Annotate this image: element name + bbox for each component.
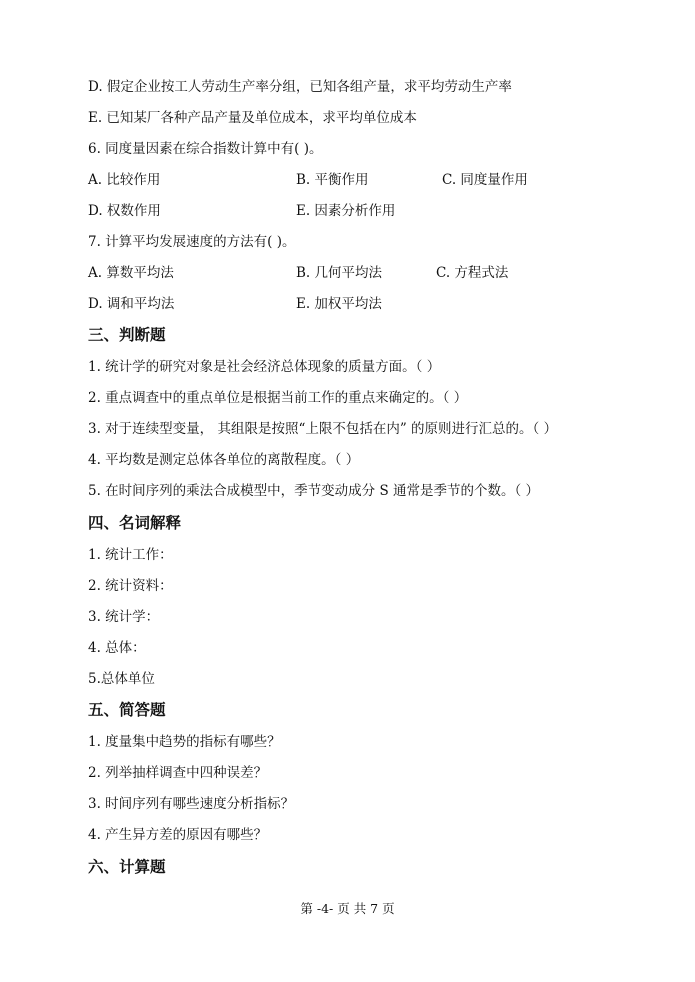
judgment-item: 2. 重点调查中的重点单位是根据当前工作的重点来确定的。（ ） (88, 390, 468, 406)
short-answer-item: 3. 时间序列有哪些速度分析指标？ (88, 796, 295, 812)
q5-option-d: D. 假定企业按工人劳动生产率分组，已知各组产量，求平均劳动生产率 (88, 79, 512, 95)
section-judgment-title: 三、判断题 (88, 326, 166, 344)
short-answer-item: 2. 列举抽样调查中四种误差？ (88, 765, 268, 781)
short-answer-item: 1. 度量集中趋势的指标有哪些？ (88, 734, 281, 750)
q6-option-d: D. 权数作用 (88, 203, 161, 219)
judgment-item: 5. 在时间序列的乘法合成模型中，季节变动成分 S 通常是季节的个数。（ ） (88, 483, 540, 499)
judgment-item: 3. 对于连续型变量， 其组限是按照“上限不包括在内” 的原则进行汇总的。（ ） (88, 421, 558, 437)
section-short-answer-title: 五、简答题 (88, 701, 166, 719)
q7-option-d: D. 调和平均法 (88, 296, 175, 312)
term-item: 3. 统计学： (88, 609, 160, 625)
q6-option-a: A. 比较作用 (88, 172, 161, 188)
q6-option-c: C. 同度量作用 (442, 172, 528, 188)
term-item: 2. 统计资料： (88, 578, 173, 594)
short-answer-item: 4. 产生异方差的原因有哪些？ (88, 827, 268, 843)
term-item: 4. 总体： (88, 640, 146, 656)
q7-options-row2 (88, 294, 608, 314)
q6-option-e: E. 因素分析作用 (296, 203, 396, 219)
q7-option-c: C. 方程式法 (436, 265, 509, 281)
section-calculation-title: 六、计算题 (88, 858, 166, 876)
q6-options-row2 (88, 201, 608, 221)
page-number-footer: 第 -4- 页 共 7 页 (300, 901, 395, 916)
q7-option-e: E. 加权平均法 (296, 296, 382, 312)
q7-option-a: A. 算数平均法 (88, 265, 174, 281)
q7-options-row1 (88, 263, 608, 283)
section-terms-title: 四、名词解释 (88, 514, 182, 532)
q7-option-b: B. 几何平均法 (296, 265, 383, 281)
q6-option-b: B. 平衡作用 (296, 172, 369, 188)
q5-option-e: E. 已知某厂各种产品产量及单位成本，求平均单位成本 (88, 110, 417, 126)
judgment-item: 4. 平均数是测定总体各单位的离散程度。（ ） (88, 452, 360, 468)
q6-options-row1 (88, 170, 608, 190)
q7-stem: 7. 计算平均发展速度的方法有( )。 (88, 234, 296, 250)
term-item: 5.总体单位 (88, 671, 155, 687)
term-item: 1. 统计工作： (88, 547, 173, 563)
judgment-item: 1. 统计学的研究对象是社会经济总体现象的质量方面。（ ） (88, 359, 441, 375)
q6-stem: 6. 同度量因素在综合指数计算中有( )。 (88, 141, 323, 157)
